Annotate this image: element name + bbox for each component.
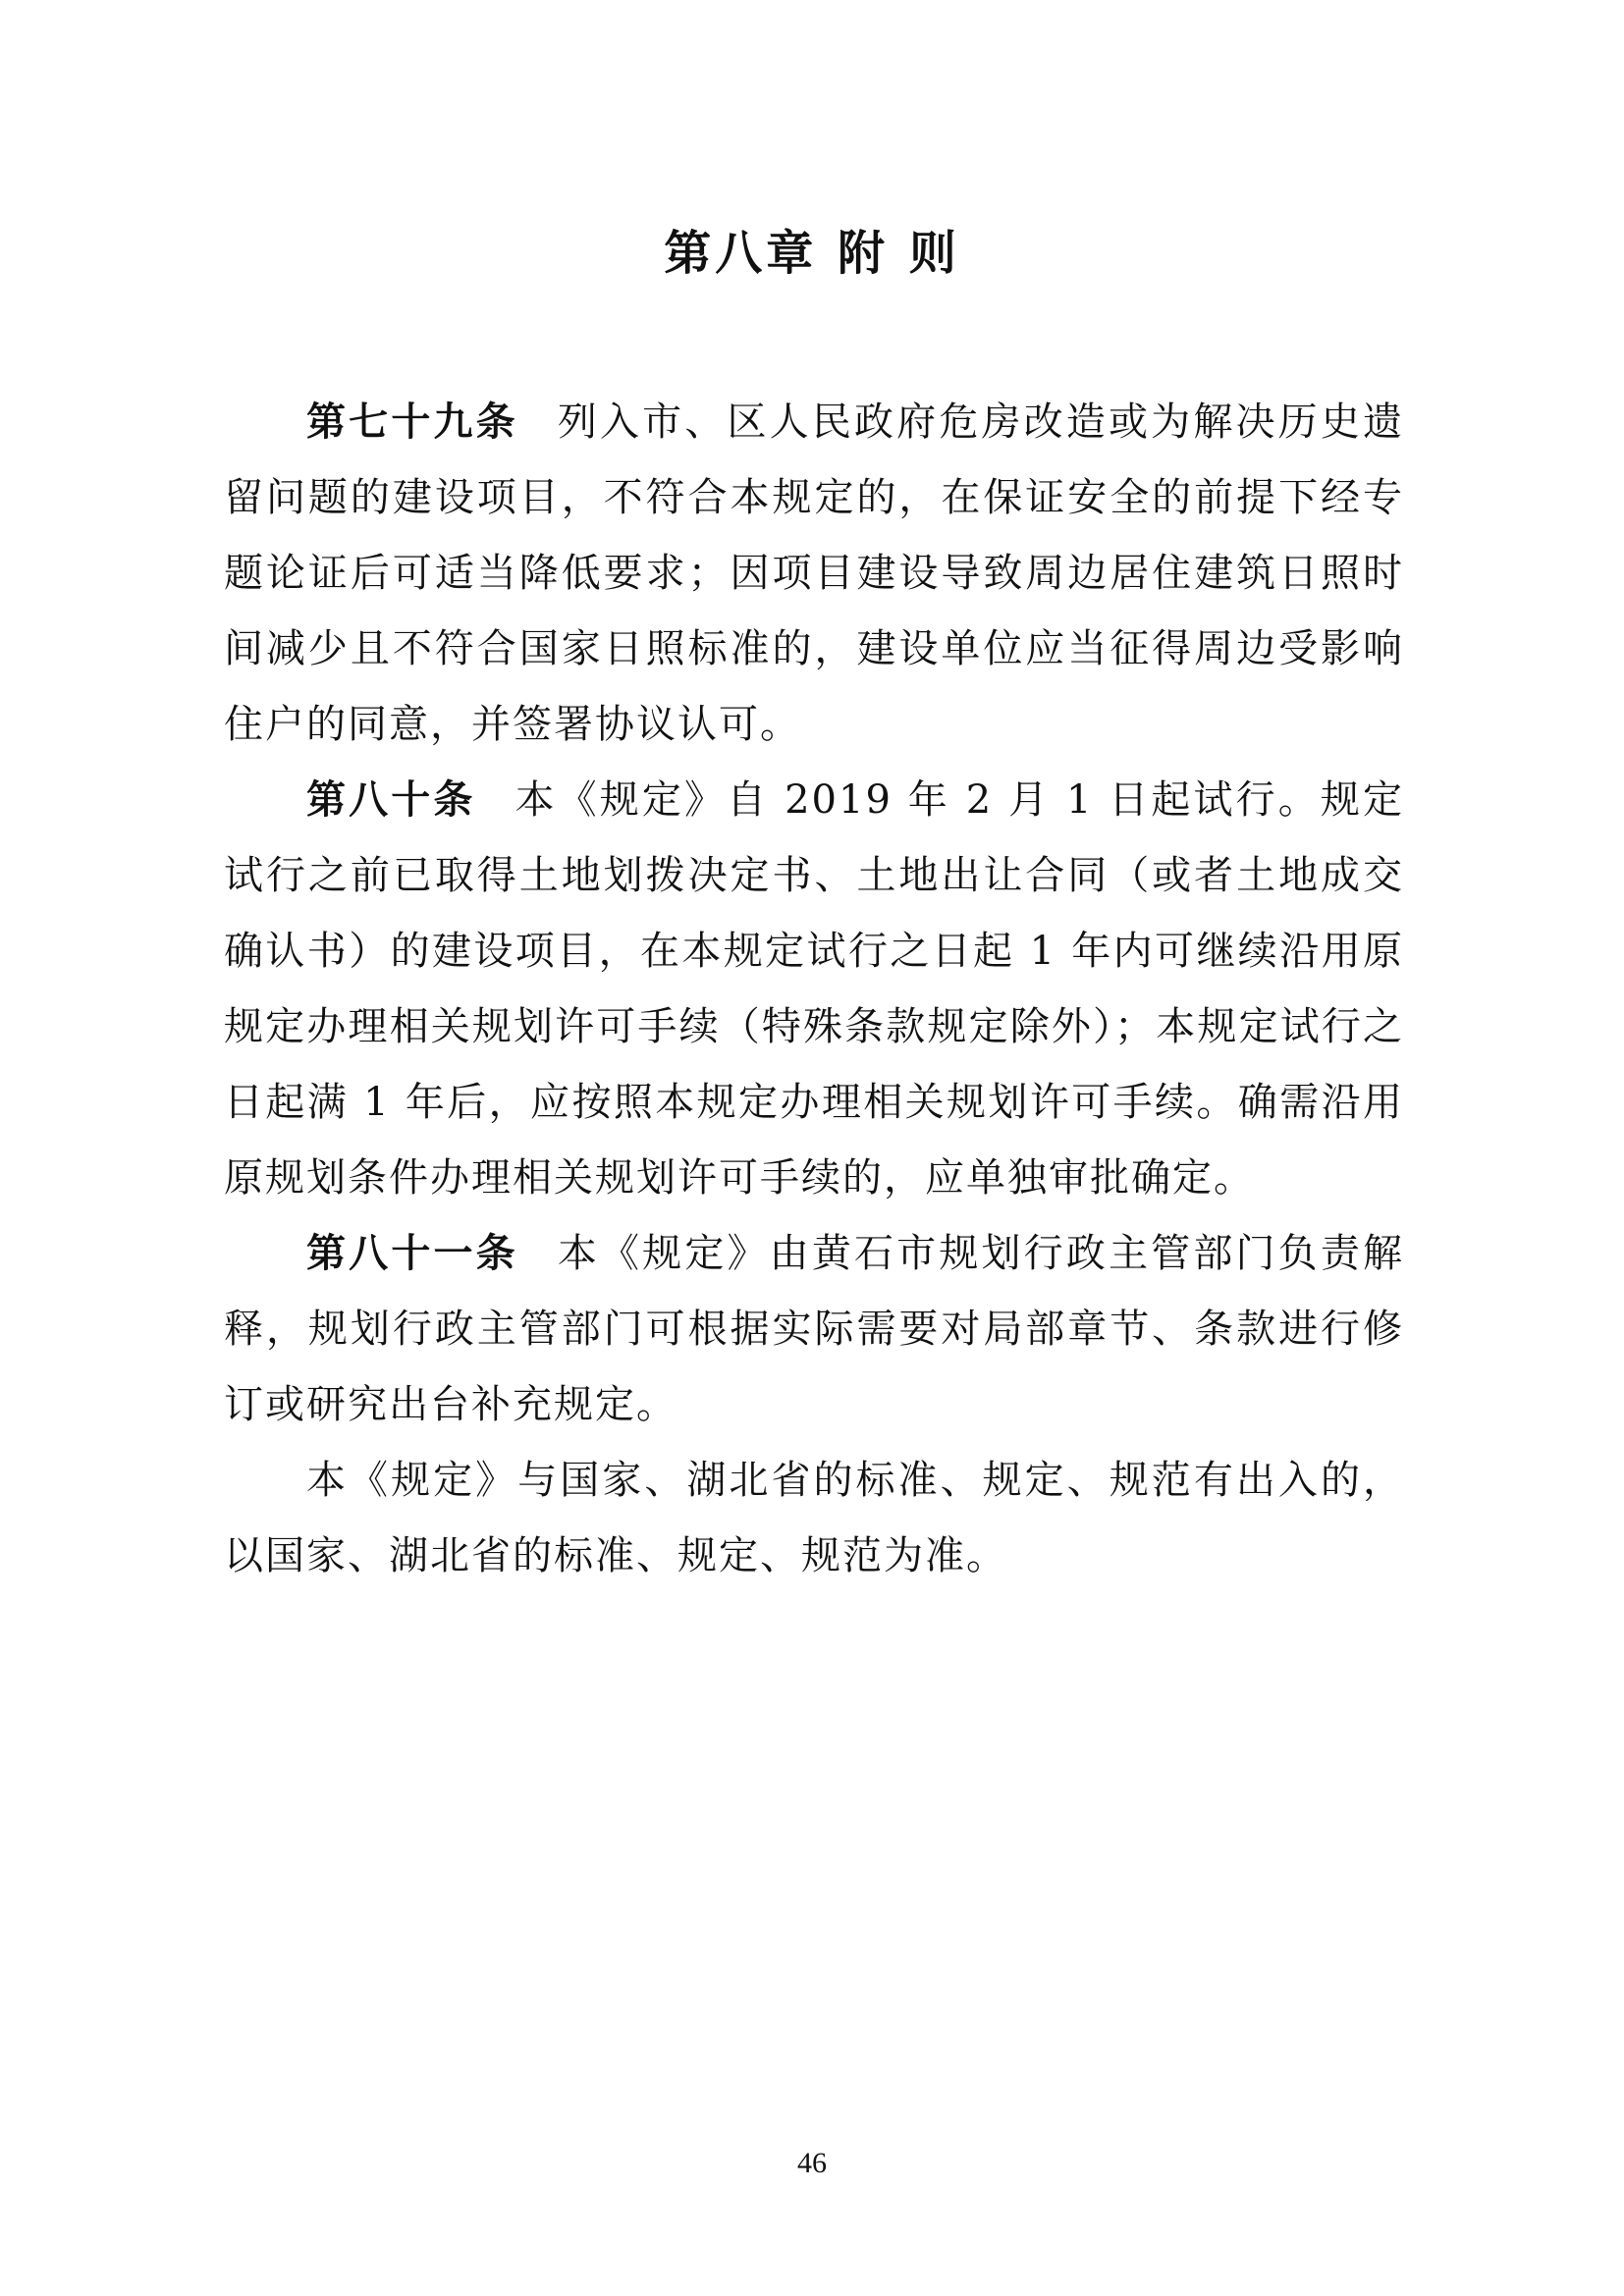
article-80 (224, 763, 1404, 1216)
article-80-text: 本《规定》自 2019 年 2 月 1 日起试行。规定试行之前已取得土地划拨决定书、土地出让合同（或者土地成交确认书）的建设项目，在本规定试行之日起 1 年内可继续沿用原规定办理相关规划许可手续（特殊条款规定除外）；本规定试行之日起满 1 年后，应按照本规定办理相关规划许可手续。确需沿用原规划条件办理相关规划许可手续的，应单独审批确定。 (224, 777, 1405, 1201)
chapter-title: 第八章 附 则 (664, 226, 960, 281)
article-79 (224, 385, 1404, 763)
article-81-label: 第八十一条 (306, 1231, 518, 1276)
body-text (224, 385, 1404, 1594)
article-80-label: 第八十条 (306, 777, 476, 823)
article-79-text: 列入市、区人民政府危房改造或为解决历史遗留问题的建设项目，不符合本规定的，在保证安全的前提下经专题论证后可适当降低要求；因项目建设导致周边居住建筑日照时间减少且不符合国家日照标准的，建设单位应当征得周边受影响住户的同意，并签署协议认可。 (224, 400, 1405, 747)
article-81-text: 本《规定》由黄石市规划行政主管部门负责解释，规划行政主管部门可根据实际需要对局部章节、条款进行修订或研究出台补充规定。 (224, 1231, 1405, 1427)
page-number: 46 (797, 2147, 827, 2179)
closing-paragraph: 本《规定》与国家、湖北省的标准、规定、规范有出入的，以国家、湖北省的标准、规定、规范为准。 (224, 1458, 1404, 1578)
article-81 (224, 1216, 1404, 1443)
article-79-label: 第七十九条 (306, 400, 518, 445)
